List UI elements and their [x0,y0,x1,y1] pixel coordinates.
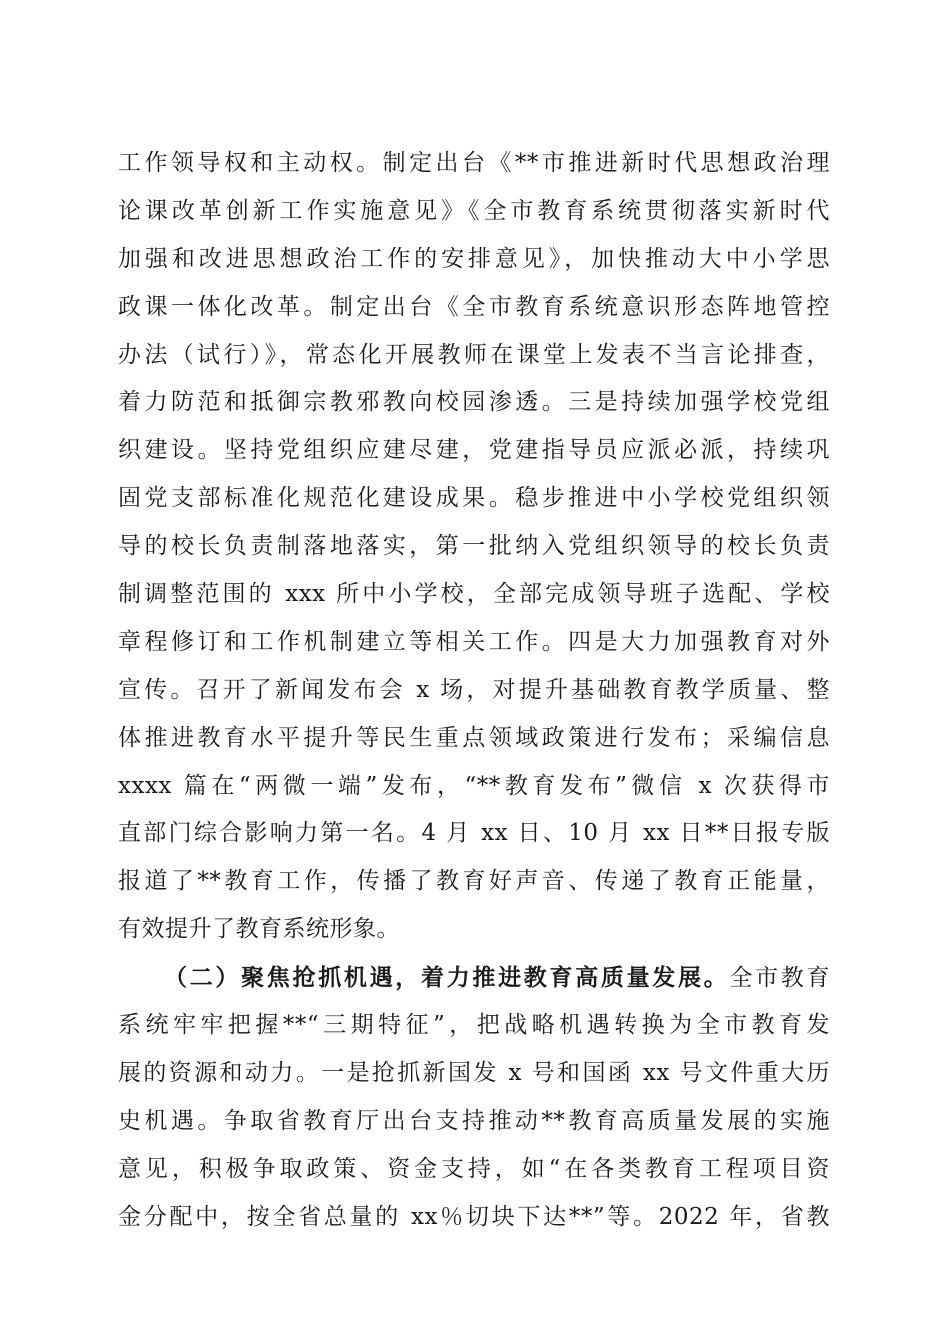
text-line: xxxx 篇在“两微一端”发布，“**教育发布”微信 x 次获得市 [118,772,830,799]
text-line: 导的校长负责制落地落实，第一批纳入党组织领导的校长负责 [118,533,830,560]
text-line: 固党支部标准化规范化建设成果。稳步推进中小学校党组织领 [118,485,830,512]
text-line: 宣传。召开了新闻发布会 x 场，对提升基础教育教学质量、整 [118,676,830,703]
section-heading: （二）聚焦抢抓机遇，着力推进教育高质量发展。 [164,964,730,992]
text-line: 制调整范围的 xxx 所中小学校，全部完成领导班子选配、学校 [118,581,830,608]
text-line: 着力防范和抵御宗教邪教向校园渗透。三是持续加强学校党组 [118,389,830,416]
paragraph-1 [118,140,830,954]
text-line: 政课一体化改革。制定出台《全市教育系统意识形态阵地管控 [118,293,830,320]
section-heading-tail: 全市教育 [729,965,831,992]
text-line: 章程修订和工作机制建立等相关工作。四是大力加强教育对外 [118,628,830,655]
text-line: 报道了**教育工作，传播了教育好声音、传递了教育正能量， [118,868,830,895]
paragraph-2 [118,954,830,1241]
text-line: 论课改革创新工作实施意见》《全市教育系统贯彻落实新时代 [118,197,830,224]
text-line: 系统牢牢把握**“三期特征”，把战略机遇转换为全市教育发 [118,1012,830,1039]
text-line: 意见，积极争取政策、资金支持，如“在各类教育工程项目资 [118,1155,830,1182]
text-line: 工作领导权和主动权。制定出台《**市推进新时代思想政治理 [118,150,830,176]
text-line: 金分配中，按全省总量的 xx％切块下达**”等。2022 年，省教 [118,1203,830,1230]
text-line: 加强和改进思想政治工作的安排意见》，加快推动大中小学思 [118,245,830,272]
text-line: 展的资源和动力。一是抢抓新国发 x 号和国函 xx 号文件重大历 [118,1059,830,1086]
text-line: 直部门综合影响力第一名。4 月 xx 日、10 月 xx 日**日报专版 [118,820,830,847]
section-heading-line [118,954,830,1002]
text-line: 织建设。坚持党组织应建尽建，党建指导员应派必派，持续巩 [118,437,830,464]
text-line: 有效提升了教育系统形象。 [118,916,400,943]
text-line: 办法（试行）》，常态化开展教师在课堂上发表不当言论排查， [118,341,830,368]
text-line: 史机遇。争取省教育厅出台支持推动**教育高质量发展的实施 [118,1107,830,1134]
body-text [118,140,830,1241]
text-line: 体推进教育水平提升等民生重点领域政策进行发布；采编信息 [118,724,830,751]
